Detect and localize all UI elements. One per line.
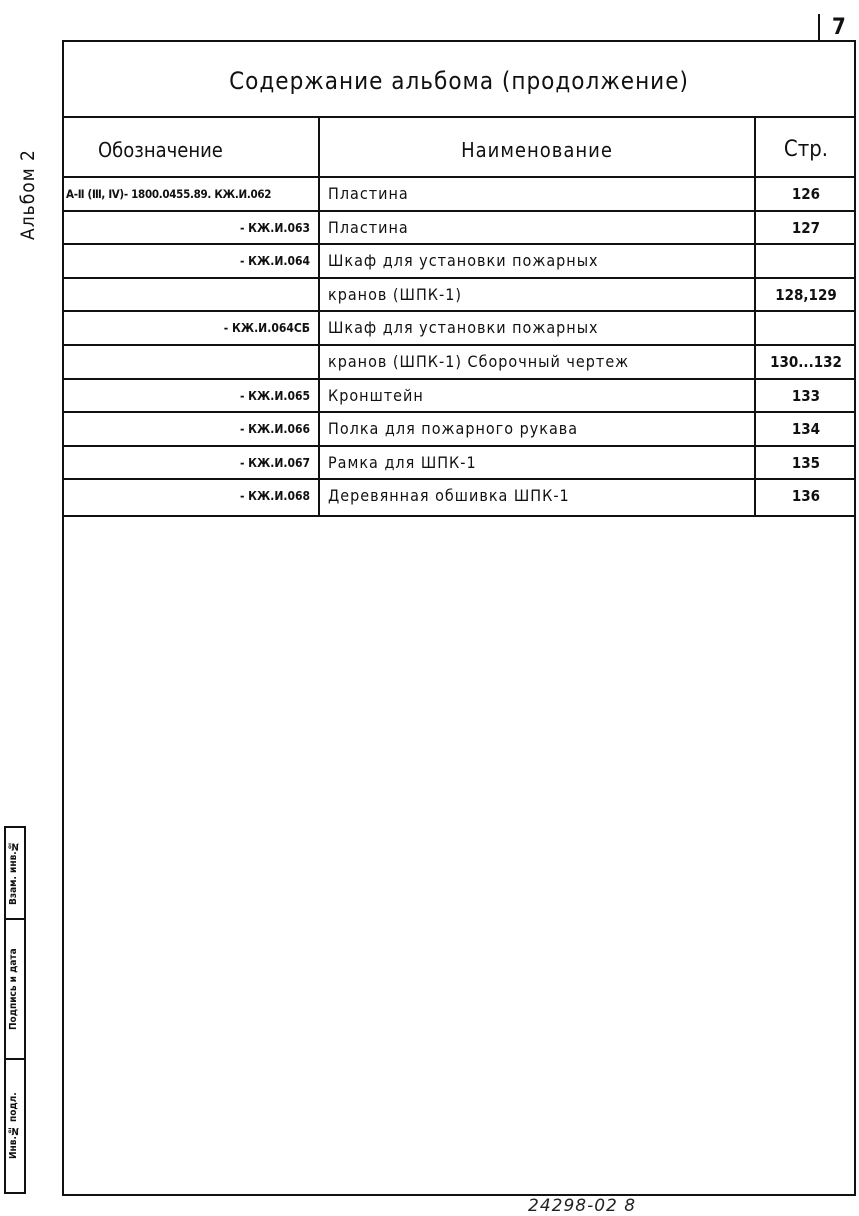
row-designation: - КЖ.И.067 <box>239 456 310 470</box>
row-page: 133 <box>791 387 821 405</box>
stamp-replacement-inv: Взам. инв.№ <box>8 840 19 906</box>
header-bottom-border <box>62 176 856 178</box>
album-label: Альбом 2 <box>17 149 39 241</box>
row-page: 128,129 <box>775 286 837 304</box>
row-page: 135 <box>791 454 821 472</box>
row-page: 127 <box>791 219 821 237</box>
row-divider <box>62 445 856 447</box>
sheet-number: 7 <box>832 15 846 40</box>
row-divider <box>62 411 856 413</box>
approval-stamp <box>4 826 26 1194</box>
row-name: Полка для пожарного рукава <box>328 419 579 438</box>
table-top-border <box>62 116 856 118</box>
row-designation: - КЖ.И.065 <box>239 389 310 403</box>
row-designation: - КЖ.И.066 <box>239 422 310 436</box>
row-page <box>756 314 856 342</box>
row-name: Кронштейн <box>328 386 424 405</box>
row-designation: - КЖ.И.068 <box>239 489 310 503</box>
row-divider <box>62 243 856 245</box>
row-designation <box>64 281 318 309</box>
stamp-original-inv: Инв.№ подл. <box>8 1092 19 1160</box>
stamp-signature-date: Подпись и дата <box>8 948 19 1030</box>
row-name: Шкаф для установки пожарных <box>328 318 599 337</box>
row-name: Деревянная обшивка ШПК-1 <box>328 486 570 505</box>
header-designation: Обозначение <box>98 138 223 162</box>
row-name: Шкаф для установки пожарных <box>328 251 599 270</box>
stamp-divider <box>6 1058 24 1060</box>
header-name: Наименование <box>461 138 613 162</box>
row-divider <box>62 378 856 380</box>
row-designation <box>64 348 318 376</box>
row-name: Пластина <box>328 218 409 237</box>
row-divider <box>62 277 856 279</box>
row-divider <box>62 310 856 312</box>
header-page: Стр. <box>783 137 829 162</box>
row-divider <box>62 210 856 212</box>
document-code: 24298-02 8 <box>528 1196 637 1216</box>
table-bottom-border <box>62 515 856 517</box>
row-designation: - КЖ.И.064СБ <box>223 321 310 335</box>
row-divider <box>62 344 856 346</box>
row-page: 126 <box>791 185 821 203</box>
row-name: кранов (ШПК-1) Сборочный чертеж <box>328 352 630 371</box>
row-page: 130...132 <box>770 353 842 371</box>
row-divider <box>62 478 856 480</box>
row-name: кранов (ШПК-1) <box>328 285 462 304</box>
row-name: Пластина <box>328 184 409 203</box>
row-designation: А-Ⅱ (Ⅲ, Ⅳ)- 1800.0455.89. КЖ.И.062 <box>66 187 272 201</box>
page-title: Содержание альбома (продолжение) <box>229 67 689 95</box>
column-divider-1 <box>318 116 320 517</box>
row-designation: - КЖ.И.063 <box>239 221 310 235</box>
stamp-divider <box>6 918 24 920</box>
row-name: Рамка для ШПК-1 <box>328 453 477 472</box>
row-designation: - КЖ.И.064 <box>239 254 310 268</box>
row-page: 134 <box>791 420 821 438</box>
row-page <box>756 247 856 275</box>
row-page: 136 <box>791 487 821 505</box>
